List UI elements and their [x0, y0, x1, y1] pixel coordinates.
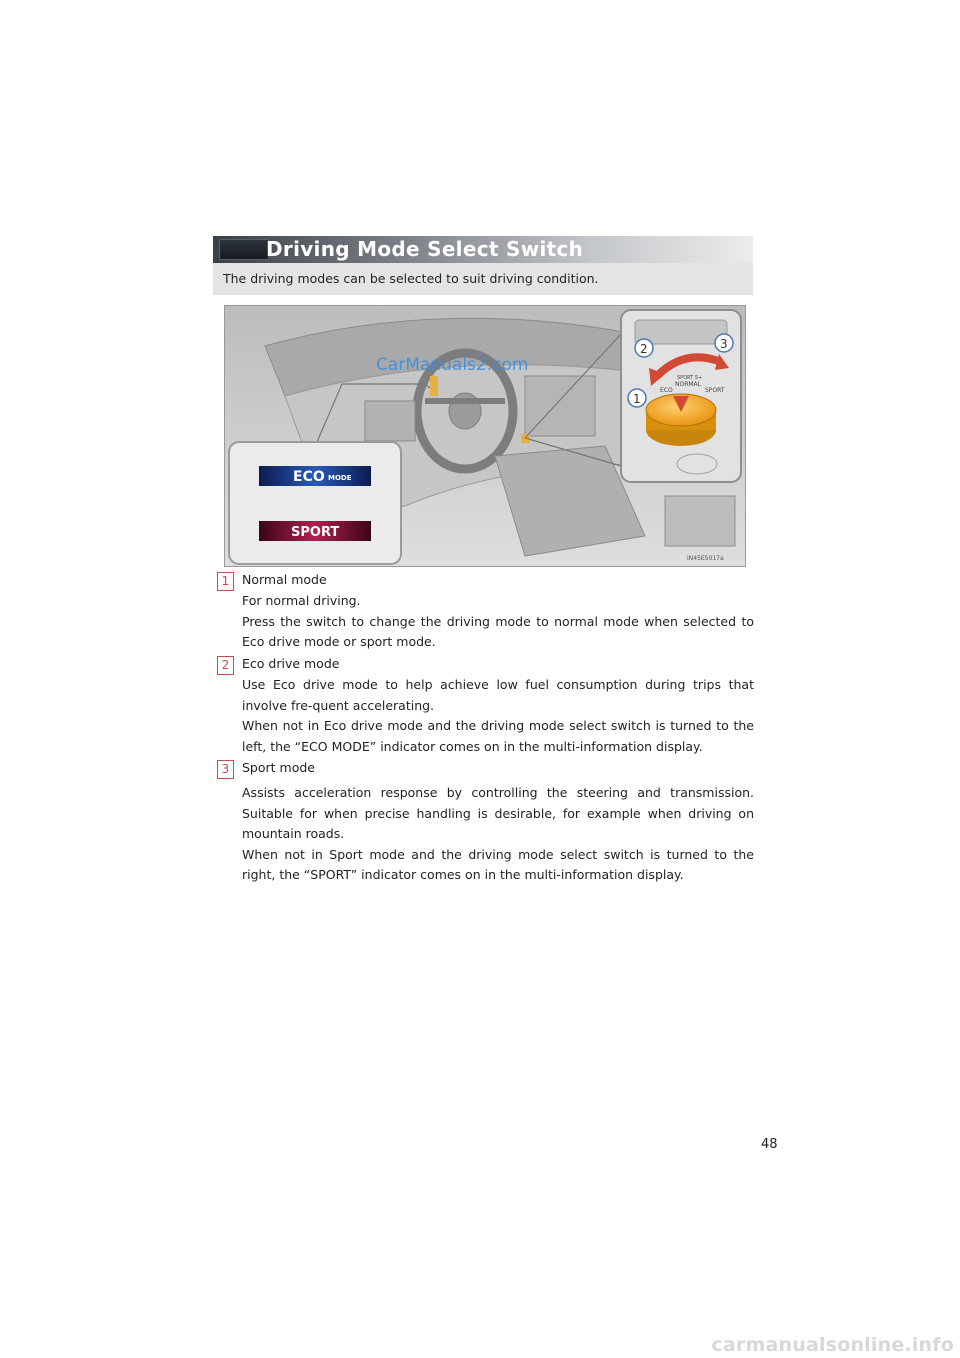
figure-image-code: IN45E5017a — [687, 555, 724, 562]
dial-label-sport-splus: SPORT S+ — [677, 375, 703, 381]
item-line: For normal driving. — [242, 593, 361, 608]
dial-callout-1: 1 — [633, 392, 641, 406]
item-line: Press the switch to change the driving mode to normal mode when selected to Eco drive mode or sport mode. — [242, 613, 754, 649]
sport-indicator-label: SPORT — [291, 525, 340, 540]
item-body-sport-mode — [242, 783, 754, 886]
figure-watermark: CarManuals2.com — [376, 355, 529, 375]
intro-box — [213, 263, 753, 295]
item-body-normal-mode — [242, 591, 754, 653]
dial-callout-2: 2 — [640, 342, 648, 356]
dial-label-sport: SPORT — [705, 387, 725, 394]
item-title-eco-drive-mode: Eco drive mode — [242, 656, 340, 671]
item-number-2: 2 — [217, 656, 234, 675]
item-number-1: 1 — [217, 572, 234, 591]
item-body-eco-drive-mode — [242, 675, 754, 757]
dial-label-normal: NORMAL — [675, 381, 702, 388]
section-title-bar — [213, 236, 753, 263]
footer-watermark: carmanualsonline.info — [711, 1334, 954, 1356]
dashboard-illustration — [224, 305, 746, 567]
item-line: When not in Eco drive mode and the driving mode select switch is turned to the left, the “ECO MODE” indicator comes on in the multi-information display. — [242, 718, 754, 754]
section-title: Driving Mode Select Switch — [266, 237, 584, 261]
item-number-3: 3 — [217, 760, 234, 779]
intro-text: The driving modes can be selected to suit driving condition. — [223, 271, 599, 286]
item-line: When not in Sport mode and the driving mode select switch is turned to the right, the “SPORT” indicator comes on in the multi-information display. — [242, 846, 754, 882]
item-line: Use Eco drive mode to help achieve low fuel consumption during trips that involve fre-quent accelerating. — [242, 677, 754, 713]
eco-indicator-label: ECO — [293, 469, 325, 485]
dashboard-drawing — [225, 306, 745, 566]
item-line: Assists acceleration response by controlling the steering and transmission. Suitable for when precise handling is desirable, for example when driving on mountain roads. — [242, 785, 754, 841]
page-number: 48 — [761, 1137, 778, 1152]
dial-callout-3: 3 — [720, 337, 728, 351]
item-title-sport-mode: Sport mode — [242, 760, 315, 775]
eco-indicator-suffix: MODE — [328, 474, 352, 482]
dial-label-eco: ECO — [660, 387, 673, 394]
title-thumbnail — [219, 239, 269, 260]
item-title-normal-mode: Normal mode — [242, 572, 327, 587]
